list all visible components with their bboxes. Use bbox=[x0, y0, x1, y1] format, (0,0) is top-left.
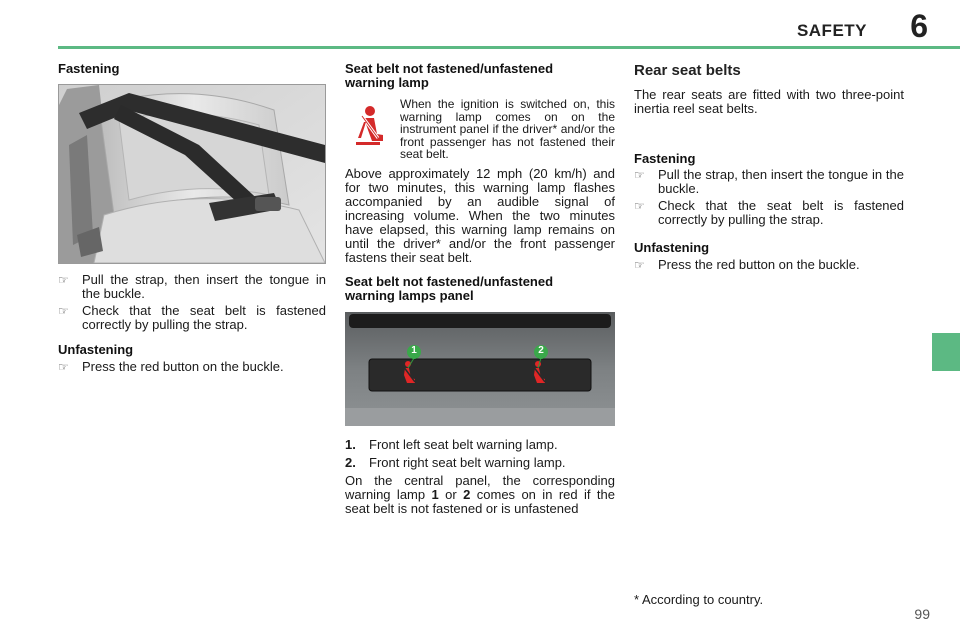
rear-fastening-heading: Fastening bbox=[634, 151, 696, 166]
unfastening-heading: Unfastening bbox=[58, 342, 134, 357]
rear-seat-belts-title: Rear seat belts bbox=[634, 62, 741, 79]
panel-callout-2: 2 bbox=[538, 345, 544, 356]
pointing-hand-icon: ☞ bbox=[634, 258, 645, 272]
panel-item-1 bbox=[345, 438, 615, 452]
left-bullet-2 bbox=[58, 304, 326, 332]
para-lamp-1: 1 bbox=[431, 487, 439, 502]
left-bullet-text: Check that the seat belt is fastened correctly by pulling the strap. bbox=[82, 303, 326, 332]
chapter-title: SAFETY bbox=[796, 21, 867, 40]
rear-bullet-text: Press the red button on the buckle. bbox=[658, 257, 860, 272]
rear-bullet-2 bbox=[634, 199, 904, 227]
footnote: * According to country. bbox=[634, 592, 764, 607]
page-number: 99 bbox=[914, 606, 930, 622]
item-number: 1. bbox=[345, 437, 356, 452]
panel-item-2 bbox=[345, 456, 615, 470]
header-rule bbox=[58, 46, 960, 49]
fastening-heading: Fastening bbox=[58, 61, 120, 76]
rear-bullet-text: Check that the seat belt is fastened correctly by pulling the strap. bbox=[658, 198, 904, 227]
left-bullet-text: Press the red button on the buckle. bbox=[82, 359, 284, 374]
warning-panel-heading: Seat belt not fastened/unfastened warning lamps panel bbox=[345, 274, 554, 303]
item-text: Front right seat belt warning lamp. bbox=[369, 455, 566, 470]
pointing-hand-icon: ☞ bbox=[58, 304, 69, 318]
pointing-hand-icon: ☞ bbox=[58, 360, 69, 374]
warning-lamps-panel-photo bbox=[345, 312, 615, 426]
rear-bullet-1 bbox=[634, 168, 904, 196]
rear-unfastening-heading: Unfastening bbox=[634, 240, 710, 255]
panel-callout-1: 1 bbox=[411, 345, 417, 356]
rear-bullet-text: Pull the strap, then insert the tongue in the buckle. bbox=[658, 167, 904, 196]
warning-lamp-text: When the ignition is switched on, this warning lamp comes on on the instrument panel if the driver* and/or the front passenger has not fastened their seat belt. bbox=[400, 97, 615, 162]
central-panel-paragraph bbox=[345, 474, 615, 516]
left-bullet-text: Pull the strap, then insert the tongue in the buckle. bbox=[82, 272, 326, 301]
para-text: On the central panel, the corresponding warning lamp bbox=[345, 473, 615, 502]
seat-belt-image bbox=[59, 85, 325, 263]
para-text: comes on in red if the seat belt is not fastened or is unfastened bbox=[345, 487, 615, 516]
left-unfasten-bullet bbox=[58, 360, 326, 374]
chapter-side-tab bbox=[932, 333, 960, 371]
pointing-hand-icon: ☞ bbox=[58, 273, 69, 287]
item-text: Front left seat belt warning lamp. bbox=[369, 437, 558, 452]
item-number: 2. bbox=[345, 455, 356, 470]
rear-intro: The rear seats are fitted with two three-point inertia reel seat belts. bbox=[634, 87, 904, 116]
rear-unfasten-bullet bbox=[634, 258, 904, 272]
warning-lamp-heading: Seat belt not fastened/unfastened warning lamp bbox=[345, 61, 554, 90]
left-bullet-1 bbox=[58, 273, 326, 301]
pointing-hand-icon: ☞ bbox=[634, 168, 645, 182]
warning-lamp-paragraph: Above approximately 12 mph (20 km/h) and for two minutes, this warning lamp flashes accompanied by an audible signal of increasing volume. When the two minutes have elapsed, this warning lamp remains on until the driver* and/or the front passenger fastens their seat belt. bbox=[345, 166, 615, 265]
seat-belt-illustration bbox=[58, 84, 326, 264]
chapter-number: 6 bbox=[910, 8, 928, 44]
pointing-hand-icon: ☞ bbox=[634, 199, 645, 213]
para-lamp-2: 2 bbox=[463, 487, 471, 502]
para-text: or bbox=[438, 487, 464, 502]
seatbelt-warning-icon bbox=[350, 104, 386, 146]
